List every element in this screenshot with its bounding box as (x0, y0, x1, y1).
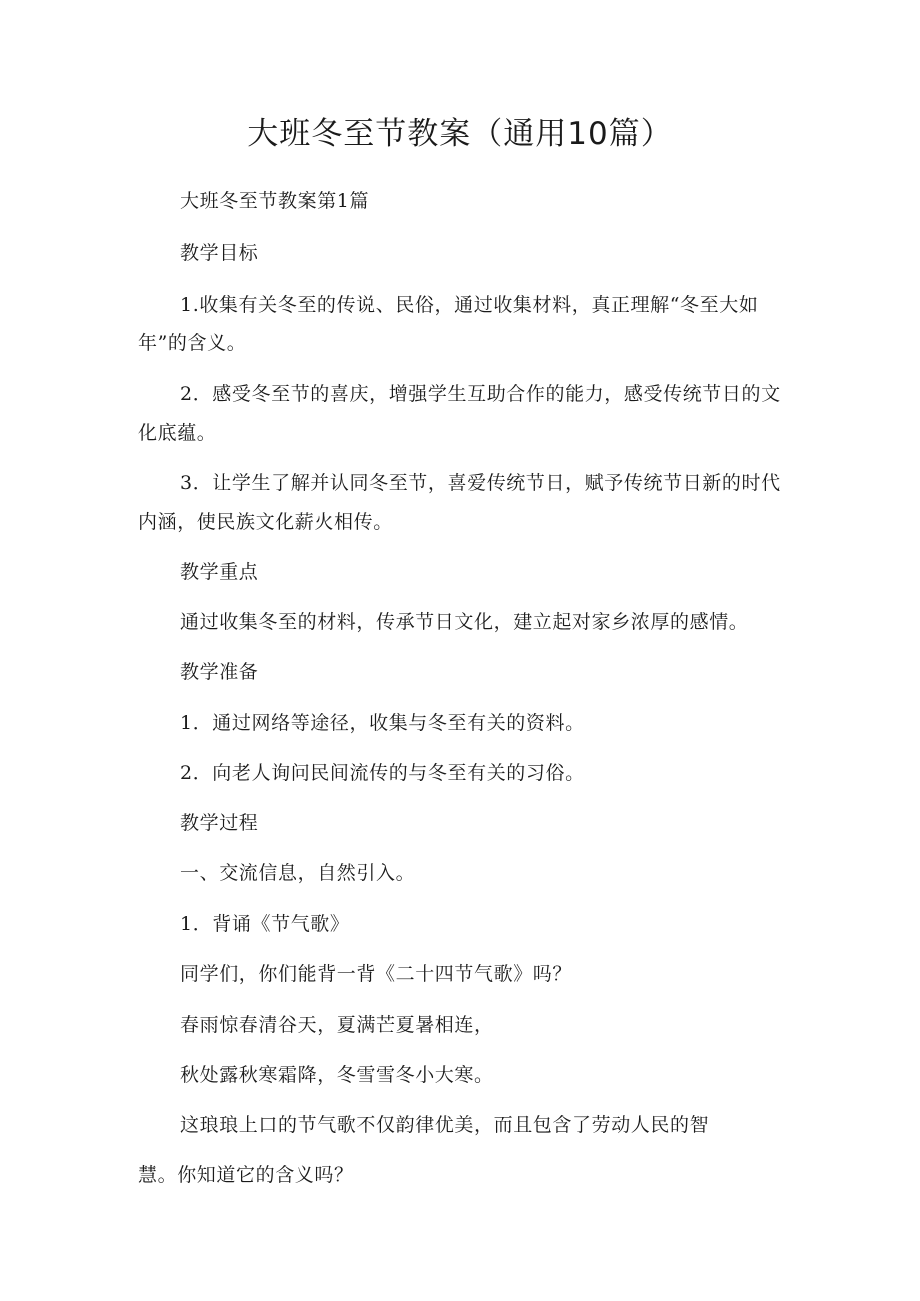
poem-line-2: 秋处露秋寒霜降，冬雪雪冬小大寒。 (180, 1064, 494, 1086)
goal-3-line-1: 3．让学生了解并认同冬至节，喜爱传统节日，赋予传统节日新的时代 (180, 472, 781, 494)
goal-1-line-1: 1.收集有关冬至的传说、民俗，通过收集材料，真正理解“冬至大如 (180, 294, 759, 316)
process-step-1: 一、交流信息，自然引入。 (180, 862, 416, 884)
goal-2-line-2: 化底蕴。 (138, 422, 217, 444)
prep-2: 2．向老人询问民间流传的与冬至有关的习俗。 (180, 762, 585, 784)
prep-1: 1．通过网络等途径，收集与冬至有关的资料。 (180, 712, 585, 734)
goal-1-line-2: 年”的含义。 (138, 332, 247, 354)
goal-3-line-2: 内涵，使民族文化薪火相传。 (138, 511, 393, 533)
heading-teaching-focus: 教学重点 (180, 561, 259, 583)
goal-2-line-1: 2．感受冬至节的喜庆，增强学生互助合作的能力，感受传统节日的文 (180, 383, 781, 405)
section-heading-part-1: 大班冬至节教案第1篇 (180, 190, 370, 212)
process-substep-1: 1．背诵《节气歌》 (180, 913, 350, 935)
heading-teaching-goals: 教学目标 (180, 242, 259, 264)
focus-text: 通过收集冬至的材料，传承节日文化，建立起对家乡浓厚的感情。 (180, 611, 749, 633)
document-title: 大班冬至节教案（通用10篇） (247, 116, 673, 152)
poem-line-1: 春雨惊春清谷天，夏满芒夏暑相连， (180, 1014, 494, 1036)
heading-teaching-process: 教学过程 (180, 812, 259, 834)
question-text: 同学们，你们能背一背《二十四节气歌》吗？ (180, 963, 573, 985)
heading-teaching-preparation: 教学准备 (180, 661, 259, 683)
closing-line-1: 这琅琅上口的节气歌不仅韵律优美，而且包含了劳动人民的智 (180, 1114, 710, 1136)
closing-line-2: 慧。你知道它的含义吗？ (138, 1164, 354, 1186)
